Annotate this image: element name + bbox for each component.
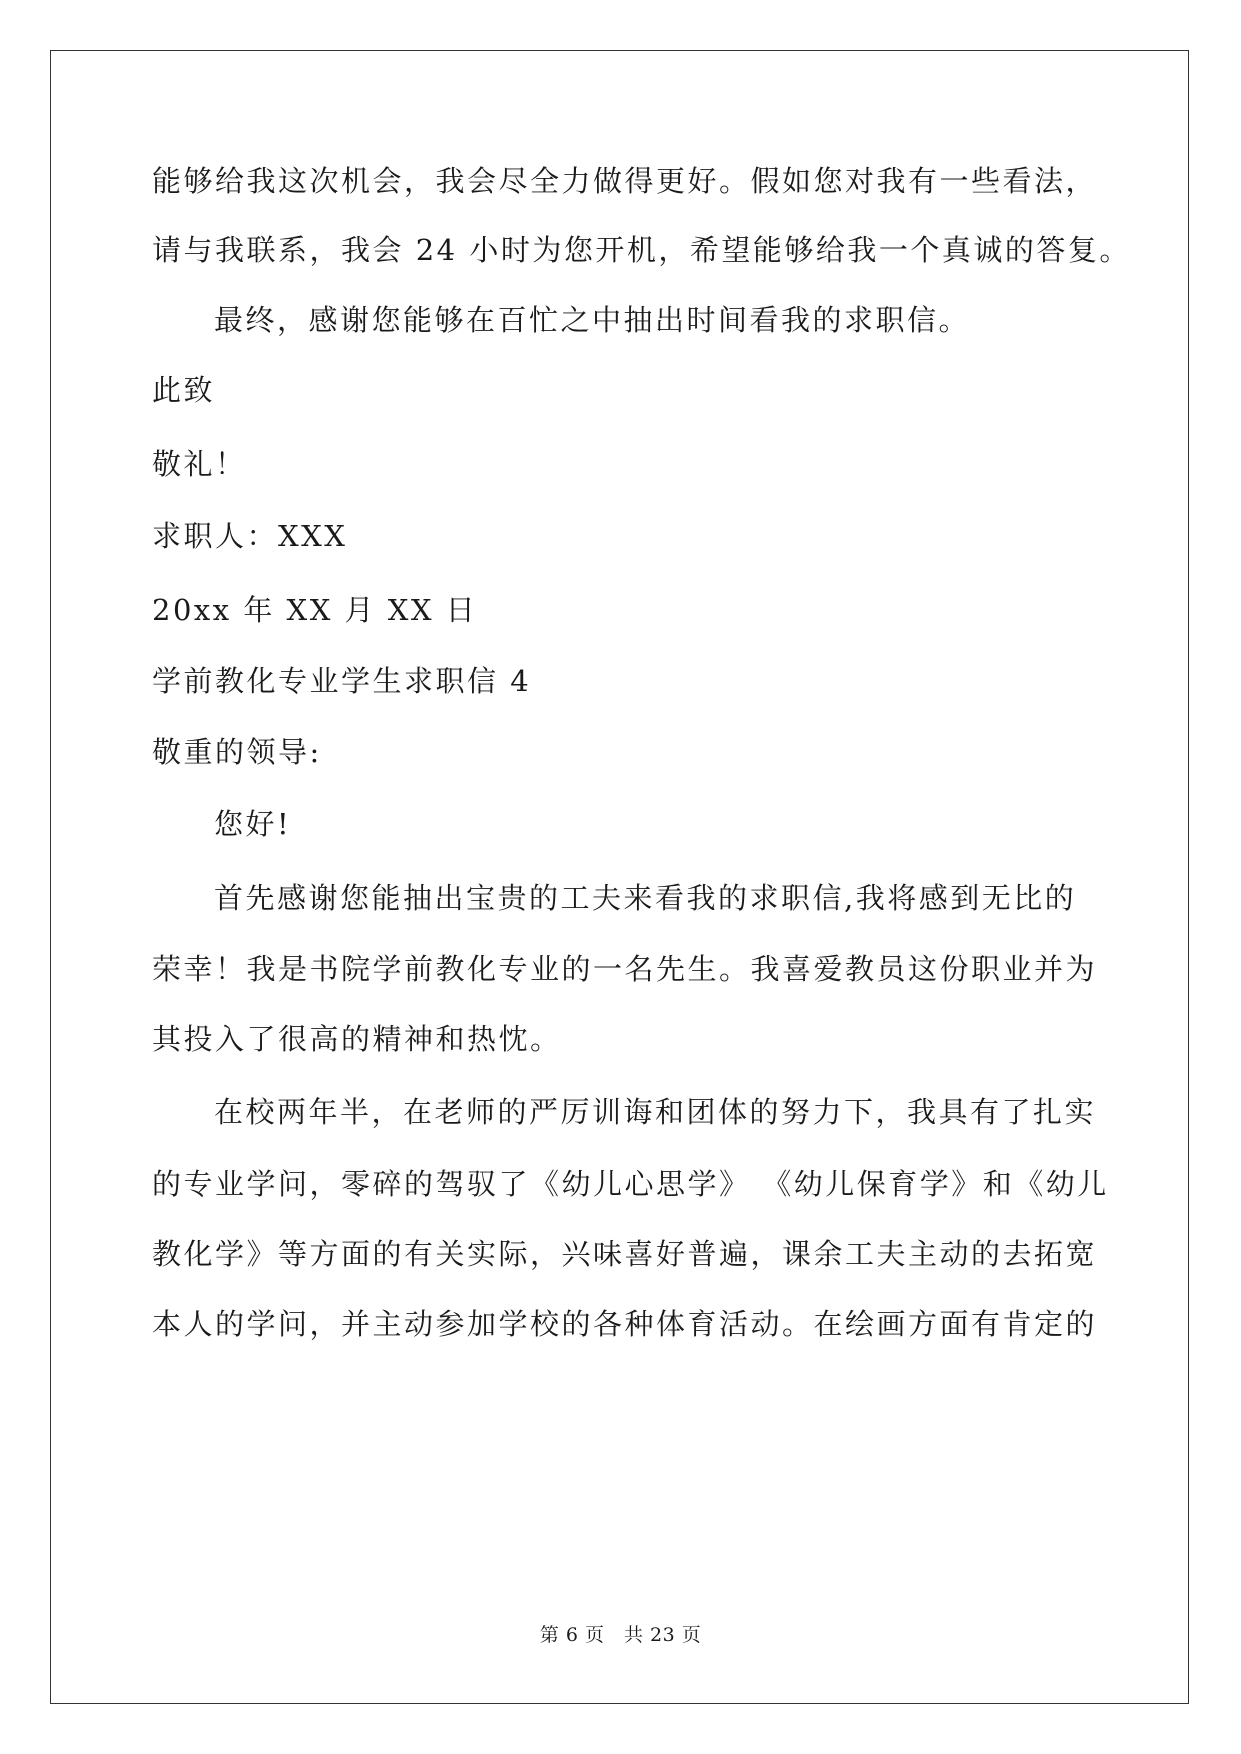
text-line: 能够给我这次机会，我会尽全力做得更好。假如您对我有一些看法， [152,164,1098,198]
text-line: 在校两年半，在老师的严厉训诲和团体的努力下，我具有了扎实 [214,1095,1097,1129]
letter-title: 学前教化专业学生求职信 4 [152,664,532,698]
text-line: 请与我联系，我会 24 小时为您开机，希望能够给我一个真诚的答复。 [152,233,1131,267]
closing-regards: 敬礼！ [152,447,247,481]
text-line: 首先感谢您能抽出宝贵的工夫来看我的求职信,我将感到无比的 [214,881,1077,915]
text-line: 荣幸！我是书院学前教化专业的一名先生。我喜爱教员这份职业并为 [152,952,1098,986]
closing-salutation: 此致 [152,373,216,407]
text-line: 其投入了很高的精神和热忱。 [152,1022,562,1056]
page-border [50,50,1189,1704]
text-line: 本人的学问，并主动参加学校的各种体育活动。在绘画方面有肯定的 [152,1307,1098,1341]
page-number: 第 6 页 共 23 页 [539,1624,702,1646]
signature-line: 求职人：XXX [152,519,348,553]
text-line: 教化学》等方面的有关实际，兴味喜好普遍，课余工夫主动的去拓宽 [152,1237,1098,1271]
greeting-recipient: 敬重的领导: [152,735,322,769]
text-line: 的专业学问，零碎的驾驭了《幼儿心思学》 《幼儿保育学》和《幼儿 [152,1167,1109,1201]
greeting-hello: 您好! [214,807,292,841]
date-line: 20xx 年 XX 月 XX 日 [152,593,478,627]
text-line: 最终，感谢您能够在百忙之中抽出时间看我的求职信。 [214,303,971,337]
